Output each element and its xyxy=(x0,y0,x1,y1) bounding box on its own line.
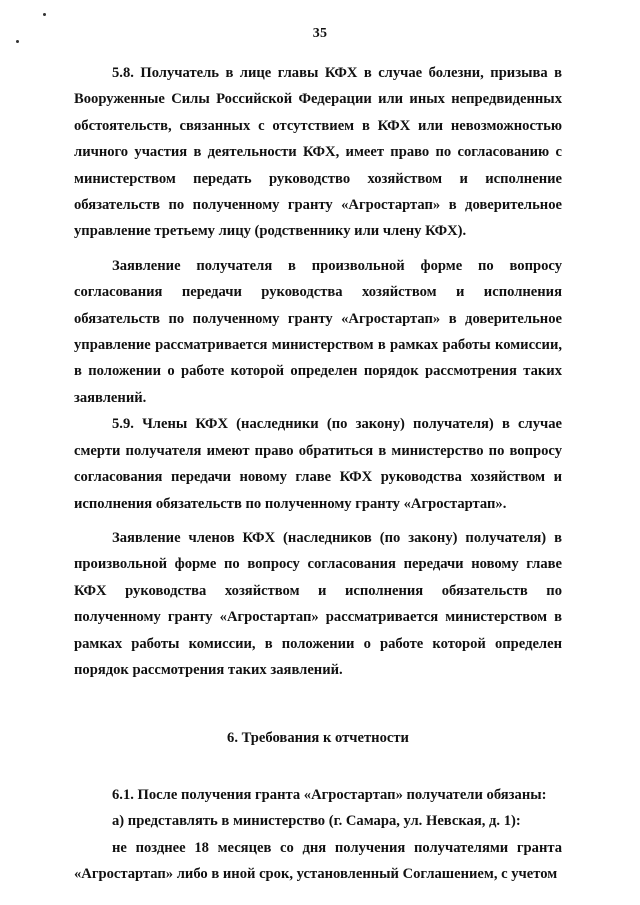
paragraph-5-9: 5.9. Члены КФХ (наследники (по закону) получателя) в случае смерти получателя имеют право обратиться в министерство по вопросу согласования передачи новому главе КФХ руководства хозяйством и исполнения обязательств по полученному гранту «Агростартап». xyxy=(74,416,562,512)
paragraph-6-1: 6.1. После получения гранта «Агростартап» получатели обязаны: xyxy=(112,786,547,803)
paragraph-6-1-a: а) представлять в министерство (г. Самара, ул. Невская, д. 1): xyxy=(112,813,521,830)
paragraph-6-1-deadline: не позднее 18 месяцев со дня получения получателями гранта «Агростартап» либо в иной срок, установленный Соглашением, с учетом xyxy=(74,839,562,882)
paragraph-5-8-application: Заявление получателя в произвольной форме по вопросу согласования передачи руководства хозяйством и исполнения обязательств по полученному гранту «Агростартап» в доверительное управление рассматривается министерством в рамках работы комиссии, в положении о работе которой определен порядок рассмотрения таких заявлений. xyxy=(74,257,562,406)
paragraph-5-9-application: Заявление членов КФХ (наследников (по закону) получателя) в произвольной форме по вопросу согласования передачи новому главе КФХ руководства хозяйством и исполнения обязательств по полученному гранту «Агростартап» рассматривается министерством в рамках работы комиссии, в положении о работе которой определен порядок рассмотрения таких заявлений. xyxy=(74,529,562,678)
section-heading: 6. Требования к отчетности xyxy=(227,730,409,747)
scan-speck xyxy=(43,13,46,16)
paragraph-5-8: 5.8. Получатель в лице главы КФХ в случае болезни, призыва в Вооруженные Силы Российской Федерации или иных непредвиденных обстоятельств, связанных с отсутствием в КФХ или невозможностью личного участия в деятельности КФХ, имеет право по согласованию с министерством передать руководство хозяйством и исполнение обязательств по полученному гранту «Агростартап» в доверительное управление третьему лицу (родственнику или члену КФХ). xyxy=(74,65,562,240)
document-body xyxy=(74,60,562,887)
page-number: 35 xyxy=(312,26,328,41)
